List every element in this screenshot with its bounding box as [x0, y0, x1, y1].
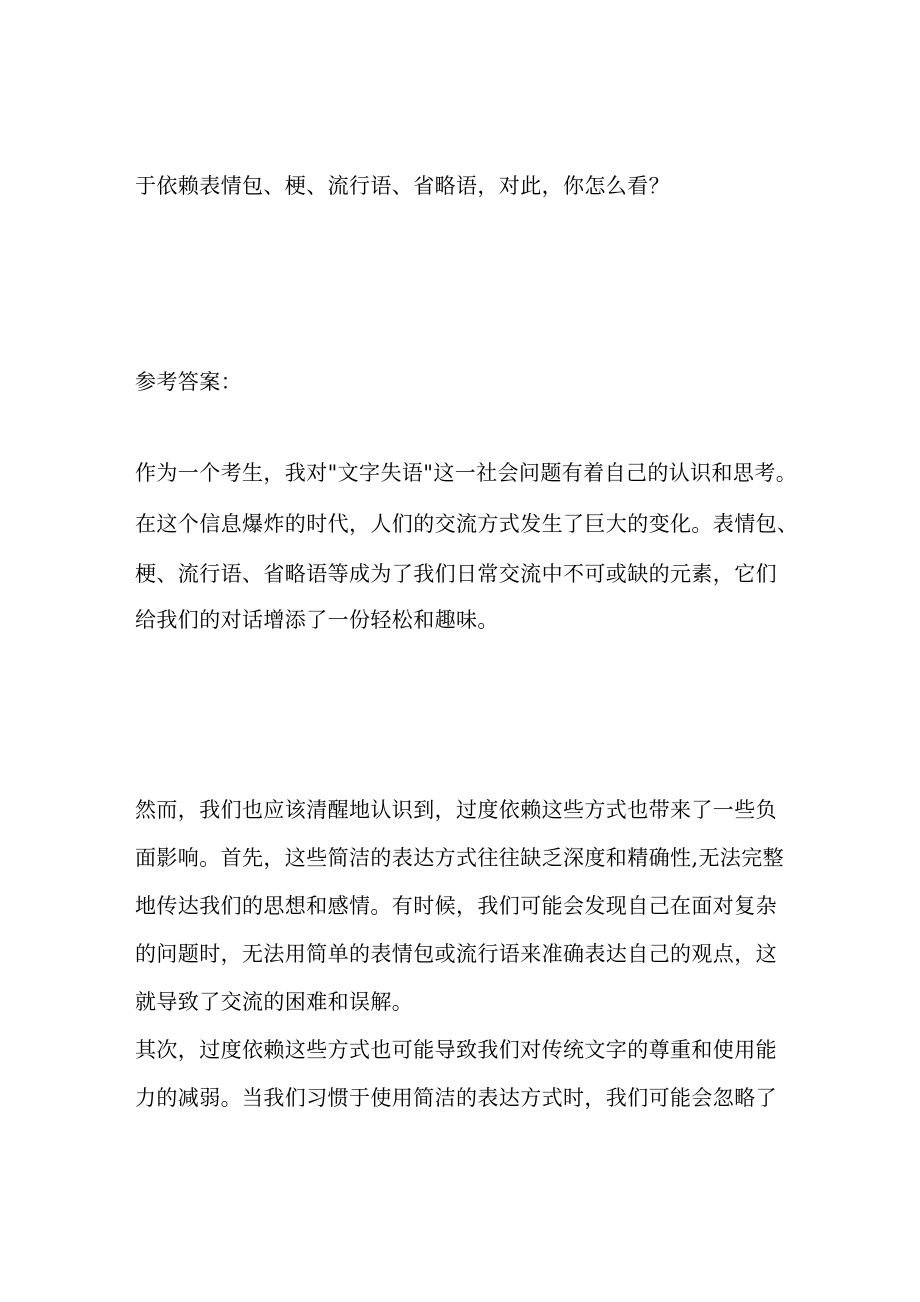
paragraph-line: 给我们的对话增添了一份轻松和趣味。	[135, 608, 499, 632]
paragraph-line: 然而，我们也应该清醒地认识到，过度依赖这些方式也带来了一些负	[135, 798, 777, 822]
paragraph-line: 梗、流行语、省略语等成为了我们日常交流中不可或缺的元素，它们	[135, 562, 777, 586]
paragraph-line: 力的减弱。当我们习惯于使用简洁的表达方式时，我们可能会忽略了	[135, 1086, 777, 1110]
answer-heading: 参考答案：	[135, 370, 242, 394]
paragraph-line: 在这个信息爆炸的时代，人们的交流方式发生了巨大的变化。表情包、	[135, 512, 799, 536]
paragraph-line: 就导致了交流的困难和误解。	[135, 990, 414, 1014]
paragraph-line: 面影响。首先，这些简洁的表达方式往往缺乏深度和精确性,无法完整	[135, 846, 785, 870]
question-line: 于依赖表情包、梗、流行语、省略语，对此，你怎么看？	[135, 174, 670, 198]
paragraph-line: 作为一个考生，我对"文字失语"这一社会问题有着自己的认识和思考。	[135, 461, 798, 485]
paragraph-line: 的问题时，无法用简单的表情包或流行语来准确表达自己的观点，这	[135, 942, 777, 966]
paragraph-line: 地传达我们的思想和感情。有时候，我们可能会发现自己在面对复杂	[135, 894, 777, 918]
paragraph-line: 其次，过度依赖这些方式也可能导致我们对传统文字的尊重和使用能	[135, 1038, 777, 1062]
